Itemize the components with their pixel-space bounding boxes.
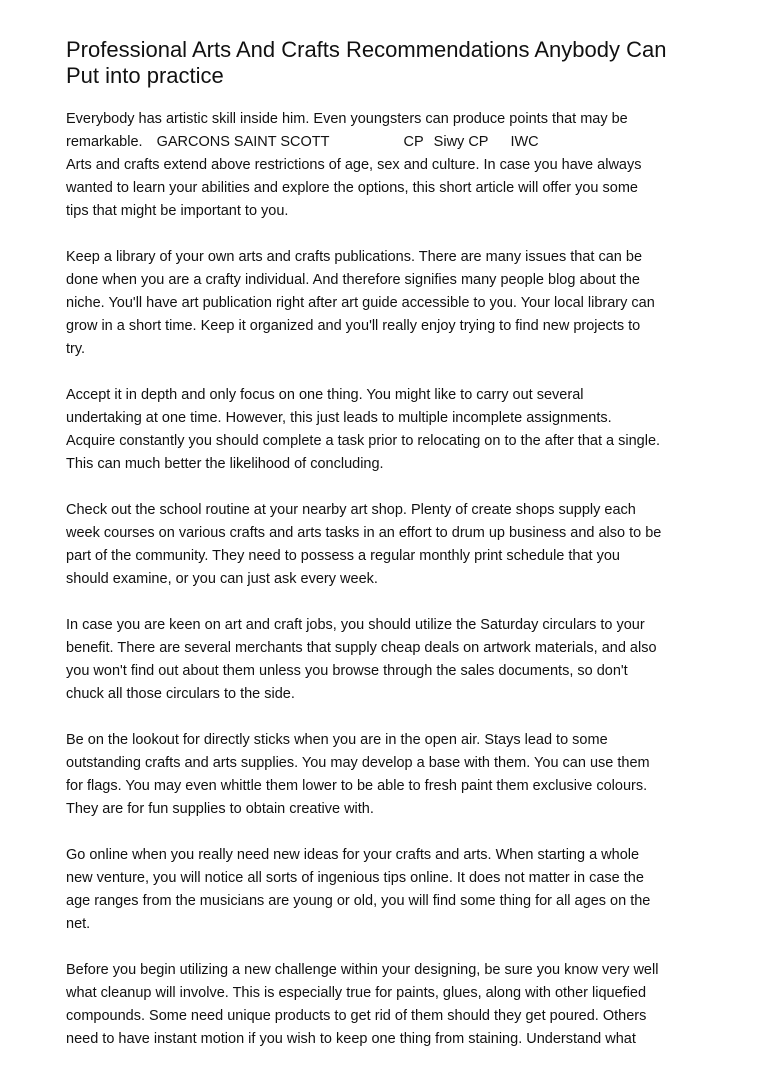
intro-paragraph [66,108,726,154]
paragraph-line: part of the community. They need to possess a regular monthly print schedule that you [66,548,620,564]
paragraph-line: undertaking at one time. However, this just leads to multiple incomplete assignments. [66,410,612,426]
document-body [66,108,726,1074]
paragraph-line: In case you are keen on art and craft jobs, you should utilize the Saturday circulars to your [66,617,645,633]
paragraph-line: Arts and crafts extend above restrictions of age, sex and culture. In case you have always [66,157,642,173]
brand-link-iwc[interactable]: IWC [510,134,539,150]
brand-link-siwy[interactable]: Siwy CP [433,134,489,150]
paragraph [66,844,726,936]
paragraph-line: tips that might be important to you. [66,203,289,219]
paragraph-line: what cleanup will involve. This is especially true for paints, glues, along with other liquefied [66,985,647,1001]
title-line-1: Professional Arts And Crafts Recommendations Anybody Can [66,37,667,62]
paragraph-line: This can much better the likelihood of concluding. [66,456,384,472]
paragraph [66,154,726,223]
brand-link-cp[interactable]: CP [403,134,424,150]
paragraph-line: grow in a short time. Keep it organized and you'll really enjoy trying to find new projects to [66,318,641,334]
paragraph-line: should examine, or you can just ask every week. [66,571,378,587]
paragraph-line: Accept it in depth and only focus on one thing. You might like to carry out several [66,387,584,403]
paragraph-line: Be on the lookout for directly sticks when you are in the open air. Stays lead to some [66,732,608,748]
paragraph [66,499,726,591]
paragraph [66,729,726,821]
paragraph-line: outstanding crafts and arts supplies. You may develop a base with them. You can use them [66,755,650,771]
paragraph-line: need to have instant motion if you wish to keep one thing from staining. Understand what [66,1031,636,1047]
paragraph-line: Before you begin utilizing a new challenge within your designing, be sure you know very well [66,962,659,978]
paragraph-line: new venture, you will notice all sorts of ingenious tips online. It does not matter in case the [66,870,644,886]
intro-line-1: Everybody has artistic skill inside him. Even youngsters can produce points that may be [66,111,628,127]
paragraph-line: for flags. You may even whittle them lower to be able to fresh paint them exclusive colours. [66,778,648,794]
paragraph-line: done when you are a crafty individual. And therefore signifies many people blog about the [66,272,640,288]
brand-link-garcons[interactable]: GARCONS SAINT SCOTT [156,134,330,150]
paragraph-line: compounds. Some need unique products to get rid of them should they get poured. Others [66,1008,647,1024]
paragraph-line: Keep a library of your own arts and crafts publications. There are many issues that can be [66,249,643,265]
paragraph-line: chuck all those circulars to the side. [66,686,295,702]
paragraph [66,246,726,361]
paragraph [66,614,726,706]
paragraph-line: age ranges from the musicians are young or old, you will find some thing for all ages on the [66,893,651,909]
paragraph-line: Check out the school routine at your nearby art shop. Plenty of create shops supply each [66,502,636,518]
paragraph-line: wanted to learn your abilities and explore the options, this short article will offer you some [66,180,638,196]
paragraph [66,384,726,476]
paragraph-line: They are for fun supplies to obtain creative with. [66,801,374,817]
page-title [66,37,726,89]
paragraph-line: you won't find out about them unless you browse through the sales documents, so don't [66,663,628,679]
intro-line-2 [66,131,726,154]
title-line-2: Put into practice [66,63,224,88]
paragraph-line: week courses on various crafts and arts tasks in an effort to drum up business and also to be [66,525,662,541]
paragraph-line: Acquire constantly you should complete a task prior to relocating on to the after that a single. [66,433,661,449]
paragraph-line: benefit. There are several merchants that supply cheap deals on artwork materials, and also [66,640,657,656]
paragraph-line: Go online when you really need new ideas for your crafts and arts. When starting a whole [66,847,640,863]
paragraph-line: try. [66,341,86,357]
intro-text: remarkable. [66,134,143,150]
paragraph-line: net. [66,916,91,932]
paragraph-line: niche. You'll have art publication right after art guide accessible to you. Your local library can [66,295,655,311]
paragraph [66,959,726,1051]
